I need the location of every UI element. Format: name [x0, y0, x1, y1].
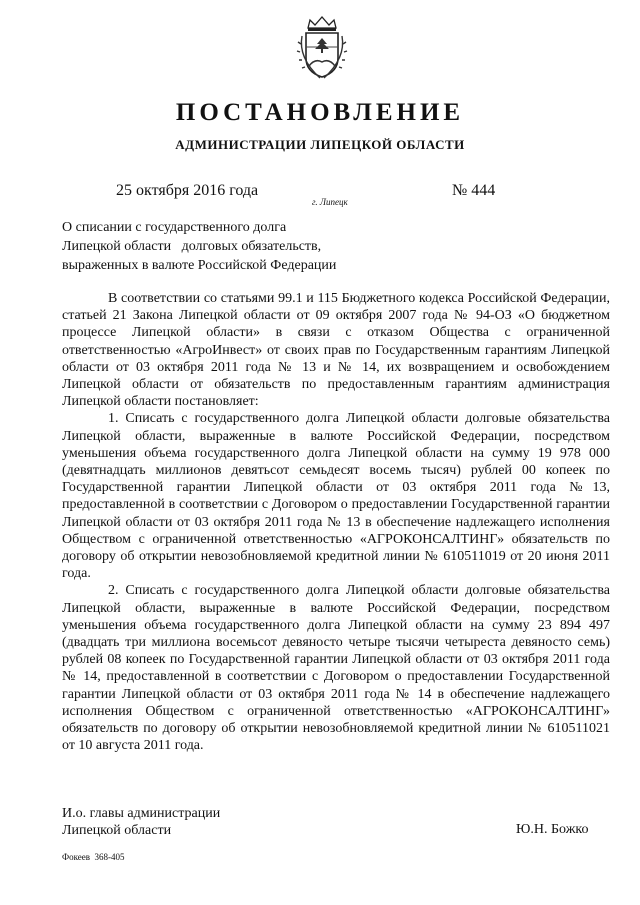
document-number: № 444 [452, 182, 496, 199]
signatory-position-line: И.о. главы администрации [62, 806, 221, 821]
document-subtitle: АДМИНИСТРАЦИИ ЛИПЕЦКОЙ ОБЛАСТИ [175, 137, 465, 152]
signatory-name: Ю.Н. Божко [516, 822, 589, 837]
document-body [62, 290, 610, 754]
document-footer-author: Фокеев 368-405 [62, 852, 125, 862]
subject-line: выраженных в валюте Российской Федерации [62, 258, 337, 273]
signatory-position-line: Липецкой области [62, 823, 172, 838]
coat-of-arms-icon [296, 14, 348, 80]
subject-line: О списании с государственного долга [62, 220, 287, 235]
preamble-paragraph: В соответствии со статьями 99.1 и 115 Бюджетного кодекса Российской Федерации, статьей 21 Закона Липецкой области от 09 октября 2007 года № 94-ОЗ «О бюджетном процессе Липецкой области» в связи с отказом Общества с ограниченной ответственностью «АгроИнвест» от своих прав по Государственным гарантиям Липецкой области от 03 октября 2011 года № 13 и № 14, их возвращением и освобождением Липецкой области от обязательств по предоставленным гарантиям администрация Липецкой области постановляет: [62, 291, 610, 410]
document-subject [62, 218, 336, 275]
signatory-position [62, 805, 220, 839]
clause-2-paragraph: 2. Списать с государственного долга Липецкой области долговые обязательства Липецкой области, выраженные в валюте Российской Федерации, посредством уменьшения объема государственного долга Липецкой области на сумму 23 894 497 (двадцать три миллиона восемьсот девяносто четыре тысячи четыреста девяносто семь) рублей 08 копеек по Государственной гарантии Липецкой области от 03 октября 2011 года № 14, предоставленной в соответствии с Договором о предоставлении Государственной гарантии Липецкой области от 03 октября 2011 года № 14 в обеспечение надлежащего исполнения Обществом с ограниченной ответственностью «АГРОКОНСАЛТИНГ» обязательств по договору об открытии невозобновляемой кредитной линии № 610511021 от 10 августа 2011 года. [62, 583, 610, 754]
document-title: ПОСТАНОВЛЕНИЕ [175, 99, 465, 126]
subject-line: Липецкой области долговых обязательств, [62, 239, 322, 254]
document-date: 25 октября 2016 года [116, 182, 259, 199]
document-city: г. Липецк [312, 197, 348, 207]
clause-1-paragraph: 1. Списать с государственного долга Липецкой области долговые обязательства Липецкой области, выраженные в валюте Российской Федерации, посредством уменьшения объема государственного долга Липецкой области на сумму 19 978 000 (девятнадцать миллионов девятьсот семьдесят восемь тысяч) рублей 00 копеек по Государственной гарантии Липецкой области от 03 октября 2011 года №13, предоставленной в соответствии с Договором о предоставлении Государственной гарантии Липецкой области от 03 октября 2011 года № 13 в обеспечение надлежащего исполнения Обществом с ограниченной ответственностью «АГРОКОНСАЛТИНГ» обязательств по договору об открытии невозобновляемой кредитной линии № 610511019 от 20 июня 2011 года. [62, 411, 610, 582]
